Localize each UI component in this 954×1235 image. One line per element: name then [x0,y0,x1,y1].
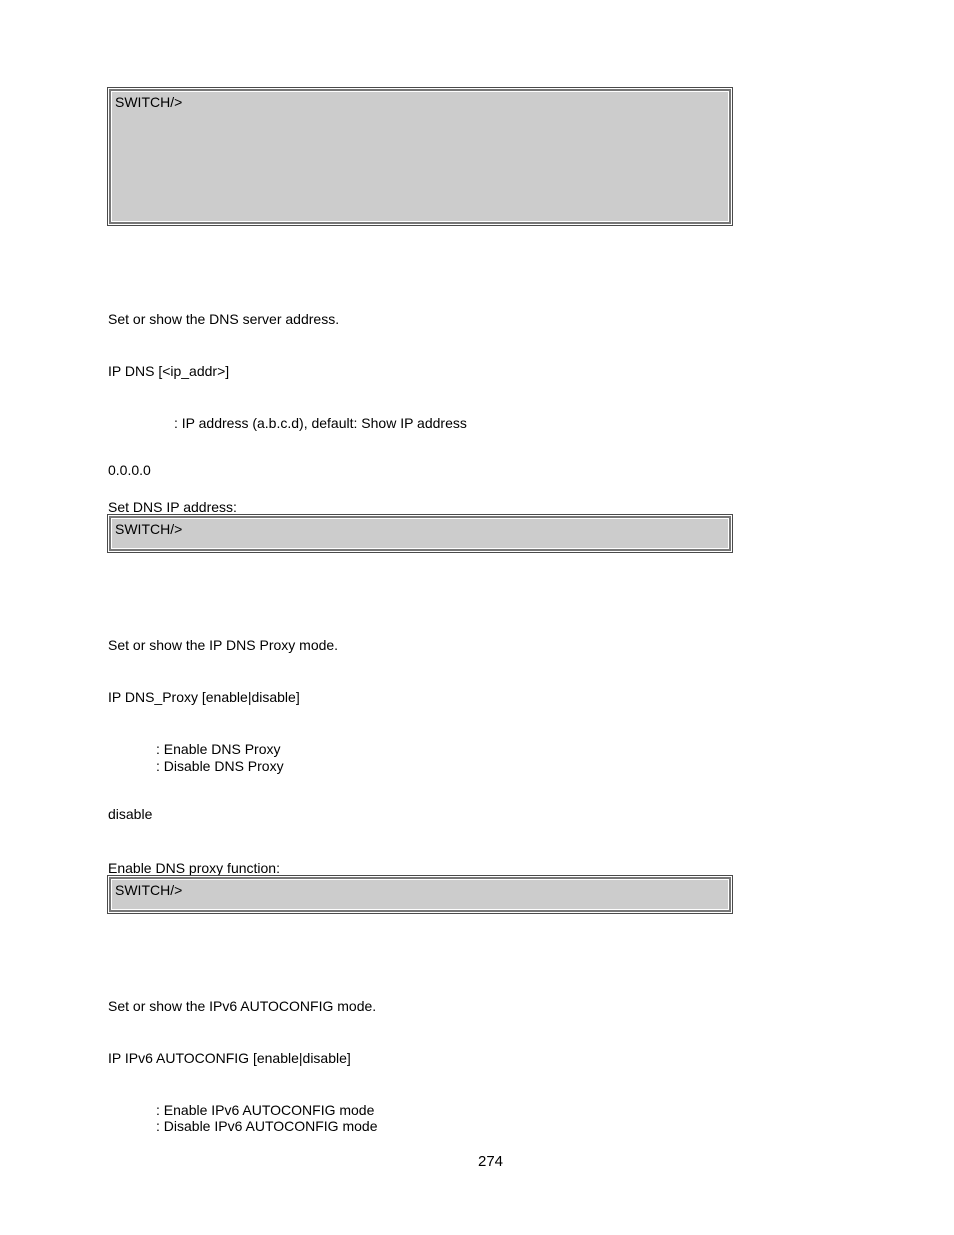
page-number: 274 [478,1153,504,1170]
dns-proxy-description: Set or show the IP DNS Proxy mode. [108,637,339,653]
dns-default: 0.0.0.0 [108,462,151,478]
dns-example-label: Set DNS IP address: [108,499,237,515]
terminal-box-dns [109,516,731,551]
dns-proxy-example-label: Enable DNS proxy function: [108,860,280,876]
dns-proxy-param-disable: : Disable DNS Proxy [156,758,284,774]
ipv6-autoconfig-description: Set or show the IPv6 AUTOCONFIG mode. [108,998,377,1014]
dns-proxy-syntax: IP DNS_Proxy [enable|disable] [108,689,300,705]
ipv6-autoconfig-param-disable: : Disable IPv6 AUTOCONFIG mode [156,1118,378,1134]
dns-syntax: IP DNS [<ip_addr>] [108,363,230,379]
terminal-prompt: SWITCH/> [115,94,183,110]
ipv6-autoconfig-syntax: IP IPv6 AUTOCONFIG [enable|disable] [108,1050,351,1066]
dns-description: Set or show the DNS server address. [108,311,340,327]
terminal-prompt: SWITCH/> [115,882,183,898]
dns-proxy-default: disable [108,806,153,822]
dns-param: : IP address (a.b.c.d), default: Show IP address [174,415,467,431]
ipv6-autoconfig-param-enable: : Enable IPv6 AUTOCONFIG mode [156,1102,375,1118]
terminal-box-top [109,89,731,224]
terminal-box-dns-proxy [109,877,731,912]
dns-proxy-param-enable: : Enable DNS Proxy [156,741,281,757]
terminal-prompt: SWITCH/> [115,521,183,537]
